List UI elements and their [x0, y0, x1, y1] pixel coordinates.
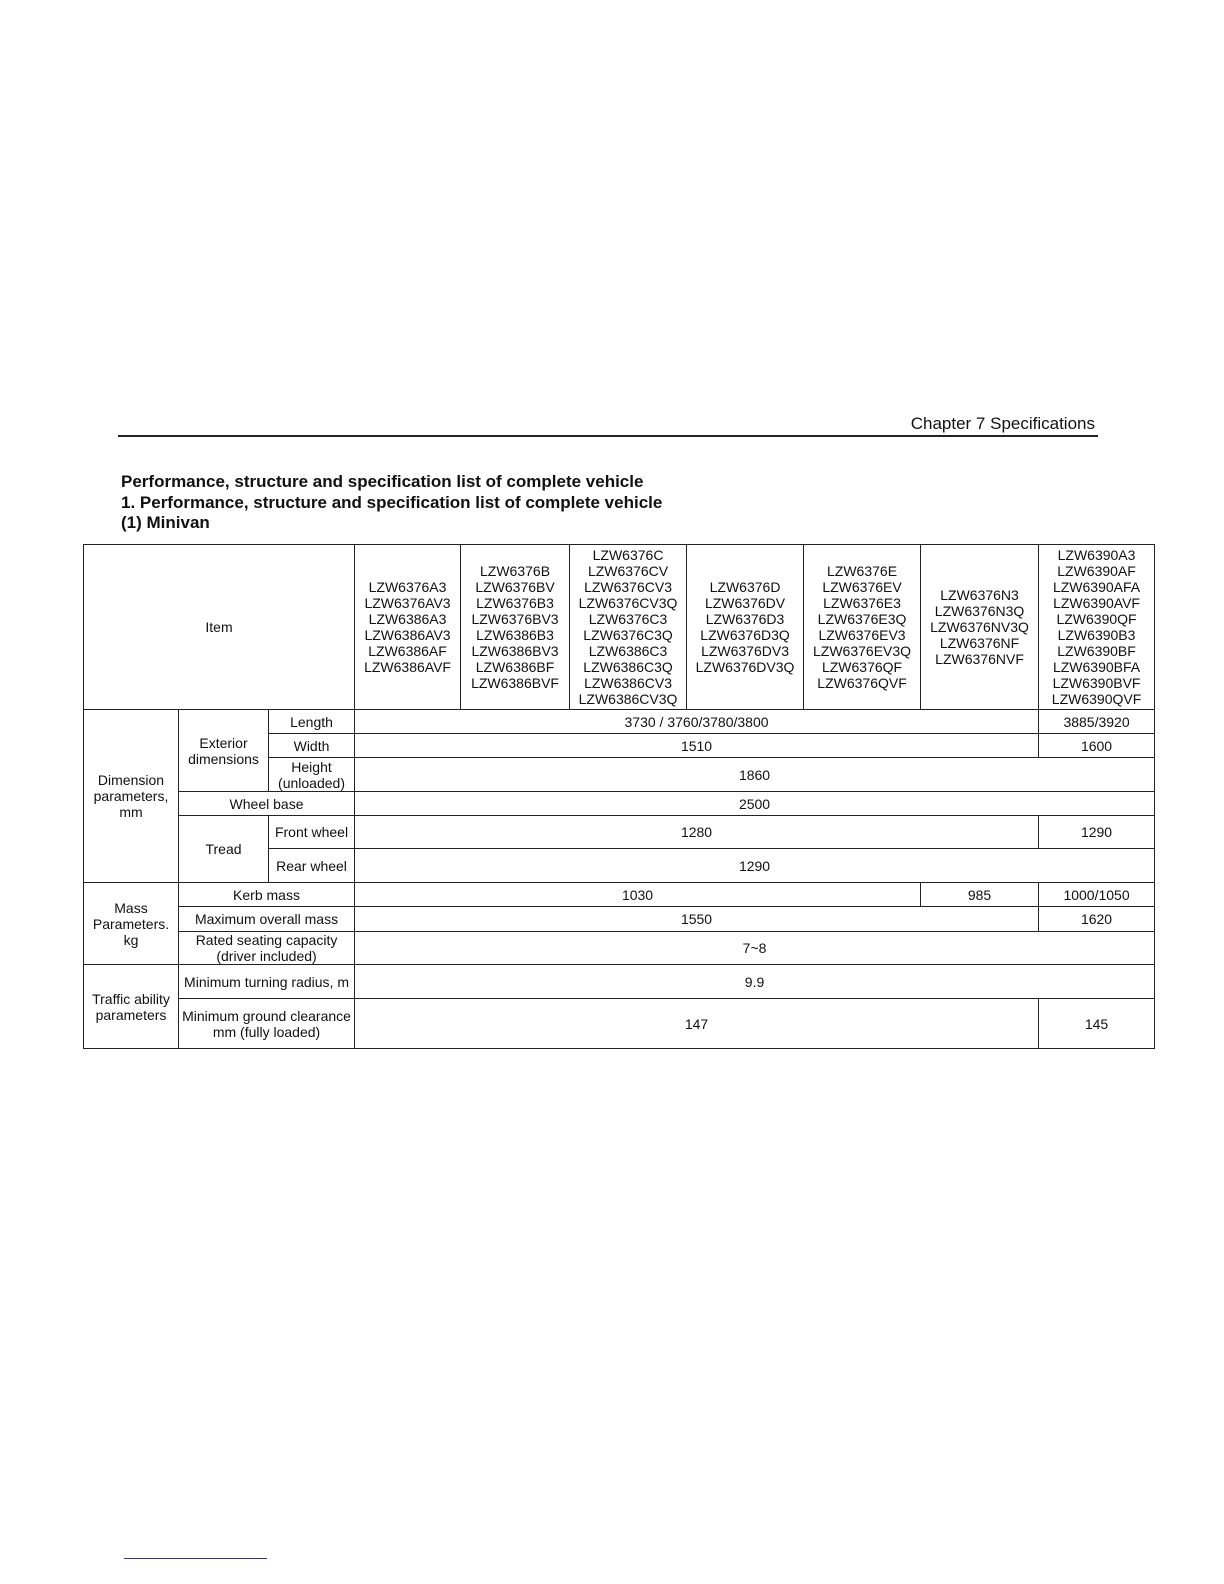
model-code: LZW6390BVF: [1052, 675, 1141, 691]
front-tread-value-6390: 1290: [1039, 816, 1155, 849]
model-code: LZW6390AF: [1057, 563, 1136, 579]
front-tread-value: 1280: [355, 816, 1039, 849]
model-code: LZW6376DV3: [701, 643, 789, 659]
model-code: LZW6376E: [827, 563, 898, 579]
model-code: LZW6376E3Q: [817, 611, 907, 627]
model-code: LZW6376N3: [940, 587, 1019, 603]
model-code: LZW6376AV3: [364, 595, 451, 611]
model-code: LZW6390BFA: [1052, 659, 1141, 675]
table-row: [84, 710, 1155, 734]
table-row: [84, 965, 1155, 999]
model-code: LZW6376CV: [587, 563, 669, 579]
traffic-group-label: Traffic ability parameters: [84, 965, 179, 1049]
width-value: 1510: [355, 734, 1039, 758]
model-code: LZW6386BV3: [471, 643, 559, 659]
kerb-mass-value: 1030: [355, 883, 921, 907]
model-code: LZW6386BF: [475, 659, 555, 675]
height-value: 1860: [355, 758, 1155, 792]
length-value: 3730 / 3760/3780/3800: [355, 710, 1039, 734]
model-code: LZW6376B: [480, 563, 551, 579]
turning-radius-value: 9.9: [355, 965, 1155, 999]
kerb-mass-label: Kerb mass: [179, 883, 355, 907]
model-code: LZW6386CV3: [584, 675, 672, 691]
model-code: LZW6386AV3: [364, 627, 451, 643]
model-code: LZW6376CV3Q: [578, 595, 678, 611]
model-code: LZW6376N3Q: [934, 603, 1025, 619]
seating-value: 7~8: [355, 932, 1155, 965]
model-code: LZW6386BVF: [471, 675, 559, 691]
spec-table: [83, 544, 1155, 1049]
table-row: [84, 907, 1155, 932]
model-code: LZW6386B3: [476, 627, 554, 643]
model-code: LZW6376QF: [821, 659, 903, 675]
max-mass-label: Maximum overall mass: [179, 907, 355, 932]
footnote-rule: [124, 1558, 267, 1559]
model-code: LZW6376CV3: [584, 579, 672, 595]
model-code: LZW6376NVF: [935, 651, 1024, 667]
model-code: LZW6390A3: [1057, 547, 1136, 563]
model-group-e: [804, 545, 921, 710]
model-code: LZW6386A3: [368, 611, 447, 627]
model-code: LZW6376NF: [939, 635, 1020, 651]
kerb-mass-value-n: 985: [921, 883, 1039, 907]
model-code: LZW6376EV3Q: [813, 643, 912, 659]
title-block: [121, 472, 662, 534]
model-group-6390: [1039, 545, 1155, 710]
model-code: LZW6376E3: [823, 595, 901, 611]
width-value-6390: 1600: [1039, 734, 1155, 758]
model-code: LZW6376BV3: [471, 611, 559, 627]
rear-wheel-label: Rear wheel: [269, 849, 355, 883]
main-title: Performance, structure and specification list of complete vehicle: [121, 472, 644, 491]
model-code: LZW6376EV: [822, 579, 902, 595]
model-code: LZW6376DV3Q: [695, 659, 795, 675]
sub-title: 1. Performance, structure and specification list of complete vehicle: [121, 492, 663, 512]
front-wheel-label: Front wheel: [269, 816, 355, 849]
model-code: LZW6390B3: [1057, 627, 1136, 643]
model-code: LZW6386AVF: [364, 659, 451, 675]
table-row: [84, 883, 1155, 907]
model-code: LZW6390AFA: [1052, 579, 1141, 595]
table-header-row: [84, 545, 1155, 710]
model-code: LZW6376C3Q: [583, 627, 673, 643]
model-code: LZW6376D: [709, 579, 781, 595]
length-label: Length: [269, 710, 355, 734]
model-code: LZW6390QVF: [1051, 691, 1142, 707]
kerb-mass-value-6390: 1000/1050: [1039, 883, 1155, 907]
model-group-b: [461, 545, 570, 710]
header-rule: [118, 435, 1098, 437]
model-code: LZW6386C3Q: [583, 659, 673, 675]
ground-clearance-value-6390: 145: [1039, 999, 1155, 1049]
ground-clearance-label: Minimum ground clearance mm (fully loaded): [179, 999, 355, 1049]
height-label: Height (unloaded): [269, 758, 355, 792]
model-code: LZW6386CV3Q: [578, 691, 678, 707]
model-code: LZW6390AVF: [1053, 595, 1140, 611]
model-group-a: [355, 545, 461, 710]
ground-clearance-value: 147: [355, 999, 1039, 1049]
model-code: LZW6376C: [592, 547, 664, 563]
max-mass-value-6390: 1620: [1039, 907, 1155, 932]
table-row: [84, 792, 1155, 816]
mass-group-label: Mass Parameters. kg: [84, 883, 179, 965]
dimension-group-label: Dimension parameters, mm: [84, 710, 179, 883]
exterior-dimensions-label: Exterior dimensions: [179, 710, 269, 792]
model-code: LZW6376B3: [476, 595, 554, 611]
model-code: LZW6376QVF: [817, 675, 907, 691]
wheelbase-label: Wheel base: [179, 792, 355, 816]
table-row: [84, 999, 1155, 1049]
model-code: LZW6376D3: [705, 611, 785, 627]
model-code: LZW6376DV: [704, 595, 786, 611]
rear-tread-value: 1290: [355, 849, 1155, 883]
chapter-header: Chapter 7 Specifications: [910, 414, 1095, 433]
item-header: Item: [84, 545, 355, 710]
model-code: LZW6390BF: [1057, 643, 1136, 659]
model-code: LZW6376NV3Q: [930, 619, 1029, 635]
turning-radius-label: Minimum turning radius, m: [179, 965, 355, 999]
model-code: LZW6376D3Q: [700, 627, 790, 643]
table-row: [84, 816, 1155, 849]
seating-label: Rated seating capacity (driver included): [179, 932, 355, 965]
model-group-c: [570, 545, 687, 710]
wheelbase-value: 2500: [355, 792, 1155, 816]
section-title: (1) Minivan: [121, 513, 210, 532]
max-mass-value: 1550: [355, 907, 1039, 932]
length-value-6390: 3885/3920: [1039, 710, 1155, 734]
model-code: LZW6386C3: [588, 643, 668, 659]
table-row: [84, 932, 1155, 965]
tread-label: Tread: [179, 816, 269, 883]
model-code: LZW6376EV3: [818, 627, 906, 643]
model-code: LZW6376A3: [368, 579, 447, 595]
model-code: LZW6390QF: [1056, 611, 1137, 627]
model-code: LZW6376BV: [475, 579, 555, 595]
model-code: LZW6376C3: [588, 611, 668, 627]
model-group-n: [921, 545, 1039, 710]
model-group-d: [687, 545, 804, 710]
model-code: LZW6386AF: [368, 643, 447, 659]
width-label: Width: [269, 734, 355, 758]
